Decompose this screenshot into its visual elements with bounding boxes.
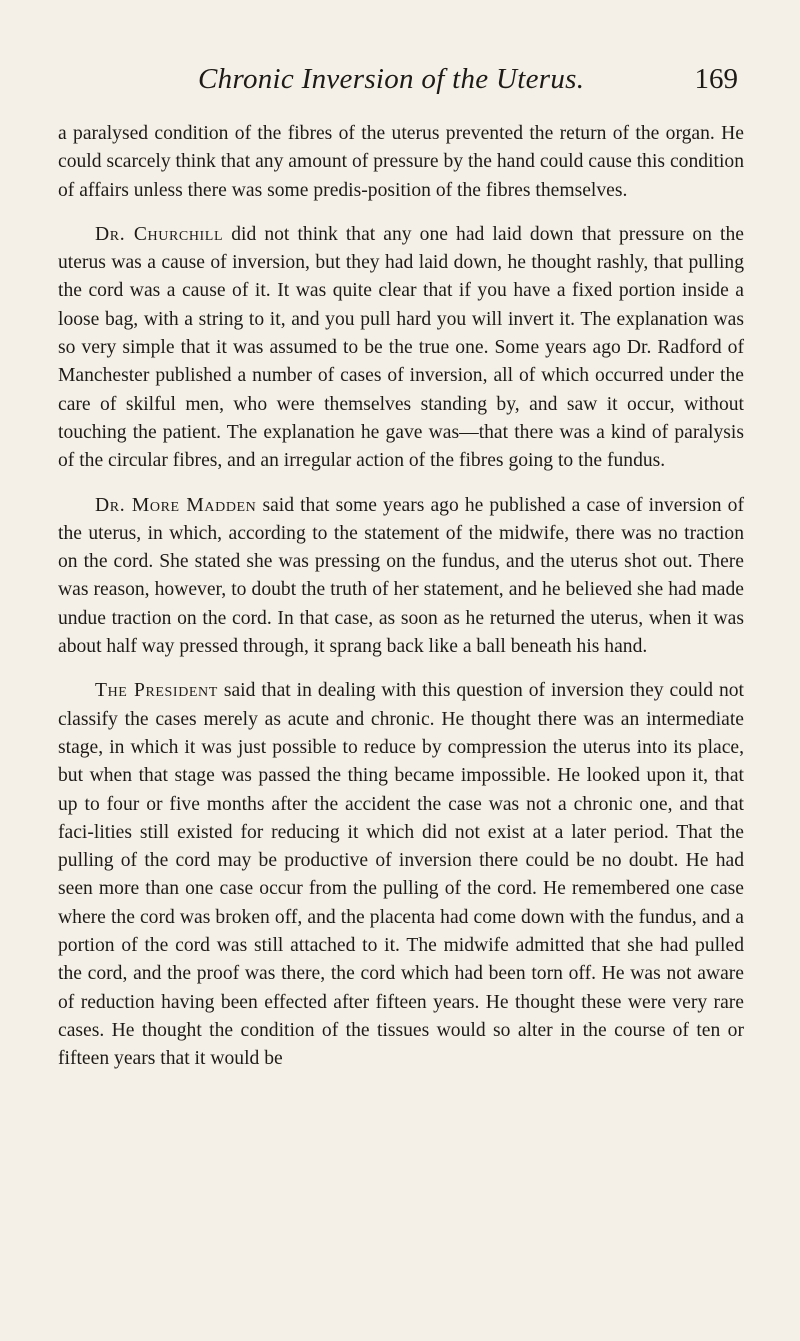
speaker-name: The President [95,680,218,702]
page-number: 169 [694,63,738,95]
paragraph-text: did not think that any one had laid down that pressure on the uterus was a cause of inversion, but they had laid down, he thought rashly, that pulling the cord was a cause of it. It was quite clear that if you have a fixed portion inside a loose bag, with a string to it, and you pull hard you will invert it. The explanation was so very simple that it was assumed to be the true one. Some years ago Dr. Radford of Manchester published a number of cases of inversion, all of which occurred under the care of skilful men, who were themselves standing by, and saw it occur, without touching the patient. The explanation he gave was—that there was a kind of paralysis of the circular fibres, and an irregular action of the fibres going to the fundus. [58,223,744,472]
speaker-name: Dr. More Madden [95,494,257,516]
paragraph-churchill [58,221,744,476]
paragraph-text: said that in dealing with this question of inversion they could not classify the cases merely as acute and chronic. He thought there was an intermediate stage, in which it was just possible to reduce by compression the uterus into its place, but when that stage was passed the thing became impossible. He looked upon it, that up to four or five months after the accident the case was not a chronic one, and that faci-lities still existed for reducing it which did not exist at a later period. That the pulling of the cord may be productive of inversion there could be no doubt. He had seen more than one case occur from the pulling of the cord. He remembered one case where the cord was broken off, and the placenta had come down with the fundus, and a portion of the cord was still attached to it. The midwife admitted that she had pulled the cord, and the proof was there, the cord which had been torn off. He was not aware of reduction having been effected after fifteen years. He thought these were very rare cases. He thought the condition of the tissues would so alter in the course of ten or fifteen years that it would be [58,680,744,1070]
running-title: Chronic Inversion of the Uterus. [198,63,585,95]
body-text [58,120,744,1074]
running-head [0,63,800,103]
paragraph-continuation [58,120,744,205]
speaker-name: Dr. Churchill [95,223,224,245]
paragraph-text: said that some years ago he published a case of inversion of the uterus, in which, according to the statement of the midwife, there was no traction on the cord. She stated she was pressing on the fundus, and the uterus shot out. There was reason, however, to doubt the truth of her statement, and he believed she had made undue traction on the cord. In that case, as soon as he returned the uterus, when it was about half way pressed through, it sprang back like a ball beneath his hand. [58,494,744,658]
paragraph-madden [58,492,744,662]
paragraph-president [58,677,744,1073]
paragraph-text: a paralysed condition of the fibres of the uterus prevented the return of the organ. He could scarcely think that any amount of pressure by the hand could cause this condition of affairs unless there was some predis-position of the fibres themselves. [58,123,744,201]
